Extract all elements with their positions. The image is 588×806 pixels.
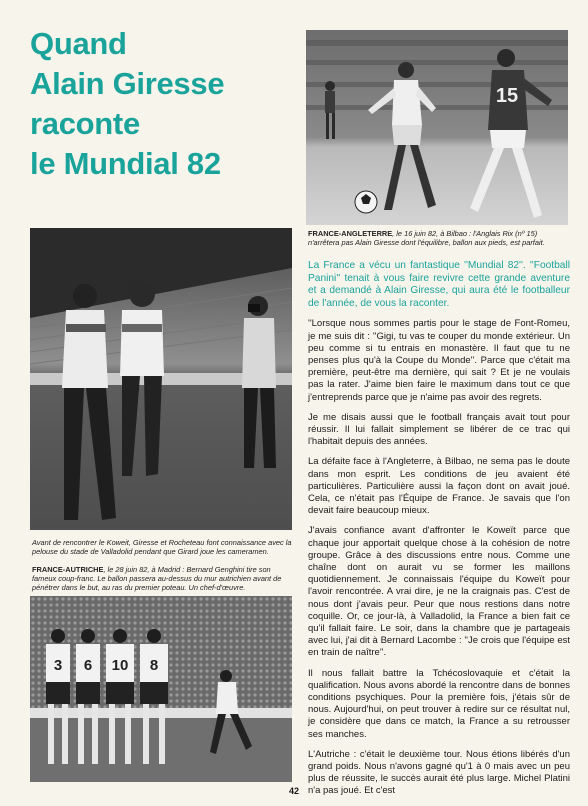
jersey-number-wall-1: 3 bbox=[53, 657, 63, 674]
caption-bottom bbox=[32, 565, 294, 592]
article-intro: La France a vécu un fantastique ''Mundial 82''. ''Football Panini'' tenait à vous faire revivre cette grande aventure et a demandé à Alain Giresse, qui aura été le footballeur de l'année, de vous la raconter. bbox=[308, 260, 570, 309]
article-paragraph-4: J'avais confiance avant d'affronter le Koweït parce que chaque jour apportait quelque chose à la cohésion de notre groupe. Grâce à des discussions entre nous. Comme une chaîne dont on aurait vu se former les maillons quotidiennement. Je connaissais l'équipe du Koweït pour l'avoir rencontrée. A vrai dire, je ne la craignais pas. C'est de nous dont j'avais peur. Peur que nous restions dans notre coquille. Or, ce jour-là, à Valladolid, la France a bien fait ce qu'il fallait faire. Le soir, dans la chambre que je partageais avec lui, j'ai dit à Bernard Lacombe : ''Je crois que l'équipe est en train de naître''. bbox=[308, 525, 570, 659]
jersey-number-wall-3: 10 bbox=[111, 657, 129, 674]
caption-bottom-lead: FRANCE-AUTRICHE bbox=[32, 565, 104, 574]
photo-valladolid bbox=[30, 228, 292, 530]
jersey-number-rix: 15 bbox=[495, 85, 519, 107]
article-column bbox=[308, 260, 570, 806]
article-paragraph-1: ''Lorsque nous sommes partis pour le stage de Font-Romeu, je me suis dit : ''Gigi, tu vas te couper du monde extérieur. Un peu comme si tu entrais en monastère. Il faut que tu ne penses plus qu'à la Coupe du Monde''. Parce que c'était ma première, peut-être ma dernière, qui sait ? Et je ne voulais pas la rater. J'aime bien faire le maximum dans tout ce que j'entreprends parce que je n'aime pas avoir des regrets. bbox=[308, 318, 570, 403]
article-paragraph-6: L'Autriche : c'était le deuxième tour. Nous étions libérés d'un grand poids. Nous n'avons gagné qu'1 à 0 mais avec un peu plus de réussite, le succès aurait été plus large. Michel Platini n'a pas joué. Et c'est bbox=[308, 748, 570, 797]
photo-france-autriche bbox=[30, 596, 292, 782]
article-paragraph-3: La défaite face à l'Angleterre, à Bilbao, ne sema pas le doute dans mon esprit. Les conditions de jeu avaient été particulières. Particulière aussi la façon dont on avait joué. Cela, ce n'était pas l'Équipe de France. Je savais que l'on devait faire beaucoup mieux. bbox=[308, 456, 570, 517]
article-paragraph-5: Il nous fallait battre la Tchécoslovaquie et c'était la qualification. Nous avons abordé la rencontre dans de bonnes conditions psychiques. Pour la première fois, j'étais sûr de nous. Aujourd'hui, on peut trouver à redire sur ce résultat nul, je considère que dans ce match, la France a su retrousser ses manches. bbox=[308, 667, 570, 740]
page-number: 42 bbox=[288, 786, 299, 796]
page-title bbox=[30, 24, 290, 184]
title-line-4: le Mundial 82 bbox=[30, 146, 221, 181]
caption-top-lead: FRANCE-ANGLETERRE bbox=[308, 229, 393, 238]
jersey-number-wall-4: 8 bbox=[149, 657, 159, 674]
title-line-1: Quand bbox=[30, 26, 127, 61]
caption-middle: Avant de rencontrer le Koweit, Giresse et Rocheteau font connaissance avec la pelouse du stade de Valladolid pendant que Girard joue les cameramen. bbox=[32, 538, 292, 556]
caption-bottom-text: , le 28 juin 82, à Madrid : Bernard Genghini tire son fameux coup-franc. Le ballon passera au-dessus du mur autrichien avant de pénétrer dans le but, au ras du premier poteau. Un chef-d'œuvre. bbox=[32, 565, 282, 592]
title-line-2: Alain Giresse bbox=[30, 66, 225, 101]
caption-top bbox=[308, 229, 570, 247]
jersey-number-wall-2: 6 bbox=[83, 657, 93, 674]
caption-top-text: , le 16 juin 82, à Bilbao : l'Anglais Rix (nº 15) n'arrêtera pas Alain Giresse dont l'équilibre, ballon aux pieds, est parfait. bbox=[308, 229, 545, 247]
photo-france-angleterre bbox=[306, 30, 568, 225]
title-line-3: raconte bbox=[30, 106, 140, 141]
article-paragraph-2: Je me disais aussi que le football français avait tout pour réussir. Il lui fallait simplement se libérer de ce trac qui l'habitait depuis des années. bbox=[308, 411, 570, 448]
